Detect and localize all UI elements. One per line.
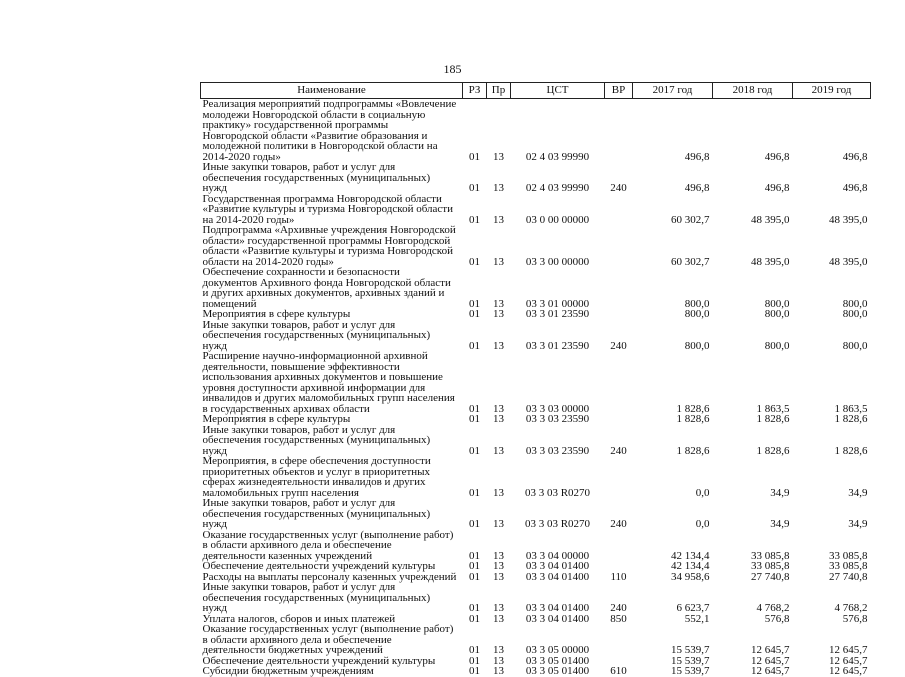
row-rz: 01: [469, 308, 480, 320]
row-value-2017: 60 302,7: [671, 255, 710, 268]
row-cst: 03 3 04 00000: [525, 549, 590, 562]
row-value-2018: 48 395,0: [751, 213, 790, 226]
table-row: [201, 162, 871, 194]
row-rz: 01: [469, 402, 480, 415]
row-pr: 13: [493, 444, 504, 457]
row-pr: 13: [493, 213, 504, 226]
row-name: Оказание государственных услуг (выполнение работ) в области архивного дела и обеспечение деятельности бюджетных учреждений: [202, 623, 454, 656]
header-row: [201, 83, 871, 99]
row-value-2017: 42 134,4: [671, 560, 710, 572]
table-row: [201, 582, 871, 614]
row-value-2019: 12 645,7: [829, 665, 868, 677]
row-value-2018: 33 085,8: [751, 560, 790, 572]
row-value-2019: 800,0: [842, 308, 868, 320]
row-vr: 240: [610, 444, 627, 457]
row-pr: 13: [493, 182, 504, 194]
row-vr: [605, 561, 633, 572]
row-value-2018: 576,8: [764, 612, 790, 625]
row-value-2019: 496,8: [842, 182, 868, 194]
row-vr: [605, 225, 633, 267]
row-name: Субсидии бюджетным учреждениям: [202, 665, 374, 677]
row-value-2019: 33 085,8: [829, 549, 868, 562]
row-rz: 01: [469, 665, 480, 677]
row-value-2018: 33 085,8: [751, 549, 790, 562]
row-name: Обеспечение деятельности учреждений культуры: [202, 560, 436, 572]
row-pr: 13: [493, 402, 504, 415]
row-vr: [605, 194, 633, 226]
row-rz: 01: [469, 413, 480, 425]
row-pr: 13: [493, 297, 504, 310]
row-value-2018: 12 645,7: [751, 665, 790, 677]
row-value-2019: 1 828,6: [834, 444, 868, 457]
row-vr: 240: [610, 339, 627, 352]
row-value-2019: 12 645,7: [829, 644, 868, 656]
row-pr: 13: [493, 518, 504, 530]
row-cst: 02 4 03 99990: [525, 150, 590, 163]
row-vr: [605, 656, 633, 667]
row-value-2018: 34,9: [770, 486, 790, 499]
row-vr: 610: [610, 665, 627, 677]
row-name: Иные закупки товаров, работ и услуг для обеспечения государственных (муниципальных) нужд: [202, 161, 431, 194]
row-cst: 03 3 03 R0270: [524, 486, 591, 499]
row-rz: 01: [469, 297, 480, 310]
row-rz: 01: [469, 213, 480, 226]
column-header-cst: ЦСТ: [511, 83, 605, 99]
row-value-2019: 12 645,7: [829, 654, 868, 667]
row-rz: 01: [469, 654, 480, 667]
table-row: [201, 666, 871, 677]
row-name: Обеспечение деятельности учреждений культуры: [202, 654, 436, 667]
table-row: [201, 351, 871, 414]
row-value-2019: 33 085,8: [829, 560, 868, 572]
column-header-2019: 2019 год: [793, 83, 871, 99]
table-row: [201, 99, 871, 163]
row-value-2017: 1 828,6: [676, 444, 710, 457]
row-name: Мероприятия, в сфере обеспечения доступности приоритетных объектов и услуг в приоритетных сферах жизнедеятельности инвалидов и других маломобильных групп населения: [202, 455, 431, 499]
row-value-2017: 0,0: [695, 486, 710, 499]
row-value-2017: 42 134,4: [671, 549, 710, 562]
row-cst: 03 3 05 00000: [525, 644, 590, 656]
column-header-vr: ВР: [605, 83, 633, 99]
row-cst: 03 3 01 23590: [525, 339, 590, 352]
row-name: Подпрограмма «Архивные учреждения Новгородской области» государственной программы Новгородской области «Развитие культуры и туризма Новгородской области на 2014-2020 годы»: [202, 224, 456, 268]
row-value-2019: 34,9: [848, 486, 868, 499]
row-rz: 01: [469, 182, 480, 194]
column-header-2018: 2018 год: [713, 83, 793, 99]
row-cst: 03 3 04 01400: [525, 612, 590, 625]
table-body: [201, 99, 871, 677]
column-header-2017: 2017 год: [633, 83, 713, 99]
row-value-2017: 1 828,6: [676, 413, 710, 425]
table-row: [201, 309, 871, 320]
row-name: Государственная программа Новгородской области «Развитие культуры и туризма Новгородской области на 2014-2020 годы»: [202, 192, 453, 226]
row-value-2018: 34,9: [770, 518, 790, 530]
row-rz: 01: [469, 255, 480, 268]
row-pr: 13: [493, 255, 504, 268]
row-cst: 03 3 05 01400: [525, 665, 590, 677]
row-rz: 01: [469, 150, 480, 163]
row-pr: 13: [493, 486, 504, 499]
row-name: Мероприятия в сфере культуры: [202, 413, 351, 425]
row-cst: 03 3 03 23590: [525, 413, 590, 425]
row-pr: 13: [493, 612, 504, 625]
row-vr: [605, 351, 633, 414]
row-value-2018: 496,8: [764, 182, 790, 194]
row-value-2019: 496,8: [842, 150, 868, 163]
row-rz: 01: [469, 560, 480, 572]
row-name: Реализация мероприятий подпрограммы «Вовлечение молодежи Новгородской области в социальную практику» государственной программы Новгородской области «Развитие образования и молодежной политики в Новгородской области на 2014-2020 годы»: [202, 98, 457, 163]
row-vr: [605, 456, 633, 498]
row-rz: 01: [469, 339, 480, 352]
table-row: [201, 456, 871, 498]
row-value-2019: 576,8: [842, 612, 868, 625]
row-rz: 01: [469, 570, 480, 583]
row-pr: 13: [493, 150, 504, 163]
row-cst: 03 3 01 23590: [525, 308, 590, 320]
row-cst: 03 3 03 R0270: [524, 518, 591, 530]
row-value-2017: 800,0: [684, 297, 710, 310]
row-value-2017: 0,0: [695, 518, 710, 530]
row-value-2018: 496,8: [764, 150, 790, 163]
row-value-2017: 6 623,7: [676, 602, 710, 614]
row-vr: 240: [610, 182, 627, 194]
row-cst: 03 3 04 01400: [525, 560, 590, 572]
table-row: [201, 225, 871, 267]
row-value-2018: 1 828,6: [756, 413, 790, 425]
row-pr: 13: [493, 654, 504, 667]
row-cst: 02 4 03 99990: [525, 182, 590, 194]
row-cst: 03 3 01 00000: [525, 297, 590, 310]
row-value-2018: 800,0: [764, 308, 790, 320]
row-value-2018: 27 740,8: [751, 570, 790, 583]
budget-table: [200, 82, 871, 677]
table-row: [201, 656, 871, 667]
row-value-2018: 4 768,2: [756, 602, 790, 614]
row-value-2019: 27 740,8: [829, 570, 868, 583]
row-pr: 13: [493, 570, 504, 583]
row-value-2017: 800,0: [684, 308, 710, 320]
row-value-2018: 1 828,6: [756, 444, 790, 457]
row-cst: 03 3 04 01400: [525, 570, 590, 583]
table-row: [201, 194, 871, 226]
page-number: 185: [443, 62, 462, 76]
row-pr: 13: [493, 339, 504, 352]
row-value-2018: 800,0: [764, 339, 790, 352]
row-pr: 13: [493, 308, 504, 320]
row-rz: 01: [469, 444, 480, 457]
row-name: Иные закупки товаров, работ и услуг для обеспечения государственных (муниципальных) нужд: [202, 497, 431, 530]
row-rz: 01: [469, 518, 480, 530]
row-name: Расходы на выплаты персоналу казенных учреждений: [202, 570, 457, 583]
table-row: [201, 414, 871, 425]
row-vr: [605, 530, 633, 562]
row-name: Уплата налогов, сборов и иных платежей: [202, 612, 396, 625]
row-vr: [605, 414, 633, 425]
row-cst: 03 3 03 23590: [525, 444, 590, 457]
row-name: Обеспечение сохранности и безопасности документов Архивного фонда Новгородской области и других архивных документов, архивных зданий и помещений: [202, 266, 451, 310]
row-rz: 01: [469, 602, 480, 614]
table-row: [201, 320, 871, 352]
row-name: Мероприятия в сфере культуры: [202, 308, 351, 320]
row-value-2017: 552,1: [684, 612, 710, 625]
table-row: [201, 561, 871, 572]
row-pr: 13: [493, 665, 504, 677]
row-value-2019: 1 863,5: [834, 402, 868, 415]
row-name: Иные закупки товаров, работ и услуг для обеспечения государственных (муниципальных) нужд: [202, 581, 431, 614]
table-header: [201, 83, 871, 99]
row-value-2019: 48 395,0: [829, 255, 868, 268]
row-name: Оказание государственных услуг (выполнение работ) в области архивного дела и обеспечение деятельности казенных учреждений: [202, 528, 454, 562]
row-rz: 01: [469, 612, 480, 625]
row-cst: 03 0 00 00000: [525, 213, 590, 226]
row-cst: 03 3 03 00000: [525, 402, 590, 415]
row-value-2018: 12 645,7: [751, 654, 790, 667]
row-rz: 01: [469, 486, 480, 499]
row-value-2018: 12 645,7: [751, 644, 790, 656]
row-vr: 240: [610, 518, 627, 530]
row-value-2017: 496,8: [684, 150, 710, 163]
row-value-2018: 800,0: [764, 297, 790, 310]
row-cst: 03 3 05 01400: [525, 654, 590, 667]
row-value-2019: 800,0: [842, 297, 868, 310]
row-value-2018: 1 863,5: [756, 402, 790, 415]
row-cst: 03 3 04 01400: [525, 602, 590, 614]
row-vr: [605, 99, 633, 163]
row-value-2018: 48 395,0: [751, 255, 790, 268]
table-row: [201, 498, 871, 530]
row-vr: 240: [610, 602, 627, 614]
table-row: [201, 425, 871, 457]
row-pr: 13: [493, 413, 504, 425]
row-value-2017: 1 828,6: [676, 402, 710, 415]
row-pr: 13: [493, 644, 504, 656]
column-header-name: Наименование: [201, 83, 463, 99]
row-value-2017: 34 958,6: [671, 570, 710, 583]
row-vr: [605, 267, 633, 309]
row-name: Расширение научно-информационной архивной деятельности, повышение эффективности использования архивных документов и повышение уровня доступности архивной информации для инвалидов и других маломобильных групп населения в государственных архивах области: [202, 350, 455, 415]
row-value-2017: 496,8: [684, 182, 710, 194]
row-value-2019: 800,0: [842, 339, 868, 352]
row-vr: 850: [610, 612, 627, 625]
row-value-2019: 34,9: [848, 518, 868, 530]
row-rz: 01: [469, 549, 480, 562]
row-pr: 13: [493, 602, 504, 614]
row-rz: 01: [469, 644, 480, 656]
row-vr: [605, 309, 633, 320]
row-pr: 13: [493, 560, 504, 572]
row-cst: 03 3 00 00000: [525, 255, 590, 268]
row-name: Иные закупки товаров, работ и услуг для обеспечения государственных (муниципальных) нужд: [202, 423, 431, 457]
row-value-2019: 4 768,2: [834, 602, 868, 614]
table-row: [201, 267, 871, 309]
row-value-2019: 48 395,0: [829, 213, 868, 226]
row-value-2017: 60 302,7: [671, 213, 710, 226]
row-name: Иные закупки товаров, работ и услуг для обеспечения государственных (муниципальных) нужд: [202, 318, 431, 352]
row-value-2017: 800,0: [684, 339, 710, 352]
row-value-2019: 1 828,6: [834, 413, 868, 425]
row-value-2017: 15 539,7: [671, 654, 710, 667]
table-row: [201, 530, 871, 562]
row-vr: 110: [610, 570, 627, 583]
row-value-2017: 15 539,7: [671, 665, 710, 677]
row-pr: 13: [493, 549, 504, 562]
column-header-rz: РЗ: [463, 83, 487, 99]
row-value-2017: 15 539,7: [671, 644, 710, 656]
column-header-pr: Пр: [487, 83, 511, 99]
